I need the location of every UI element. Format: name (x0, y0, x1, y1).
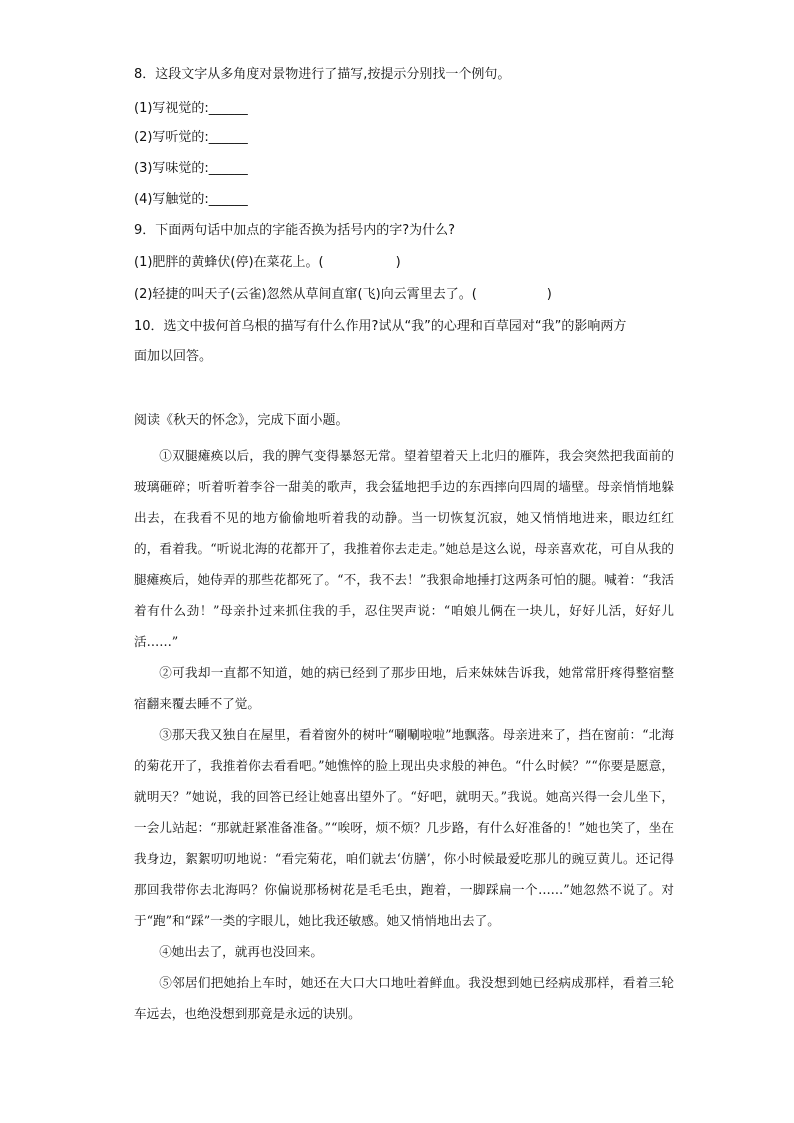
closing-paren: ) (546, 287, 552, 302)
passage-paragraph-3: ③那天我又独自在屋里，看着窗外的树叶“唰唰啦啦”地飘落。母亲进来了，挡在窗前：“北海的菊花开了，我推着你去看看吧。”她憔悴的脸上现出央求般的神色。“什么时候？”“你要是愿意，就明天？”她说，我的回答已经让她喜出望外了。“好吧，就明天。”我说。她高兴得一会儿坐下，一会儿站起：“那就赶紧准备准备。”“唉呀，烦不烦？几步路，有什么好准备的！”她也笑了，坐在我身边，絮絮叨叨地说：“看完菊花，咱们就去‘仿膳’，你小时候最爱吃那儿的豌豆黄儿。还记得那回我带你去北海吗？你偏说那杨树花是毛毛虫，跑着，一脚踩扁一个……”她忽然不说了。对于“跑”和“踩”一类的字眼儿，她比我还敏感。她又悄悄地出去了。 (134, 727, 674, 928)
question-9-item-1 (134, 254, 401, 272)
question-9-item-2 (134, 286, 552, 304)
closing-paren: ) (395, 255, 401, 270)
question-10-line-2: 面加以回答。 (134, 349, 213, 364)
question-9-item-1-text: (1)肥胖的黄蜂伏(停)在菜花上。( (134, 255, 324, 270)
question-8-stem: 8．这段文字从多角度对景物进行了描写,按提示分别找一个例句。 (134, 67, 511, 82)
passage-paragraph-2: ②可我却一直都不知道，她的病已经到了那步田地，后来妹妹告诉我，她常常肝疼得整宿整宿翻来覆去睡不了觉。 (134, 665, 674, 711)
passage-paragraph-1: ①双腿瘫痪以后，我的脾气变得暴怒无常。望着望着天上北归的雁阵，我会突然把我面前的玻璃砸碎；听着听着李谷一甜美的歌声，我会猛地把手边的东西摔向四周的墙壁。母亲悄悄地躲出去，在我看不见的地方偷偷地听着我的动静。当一切恢复沉寂，她又悄悄地进来，眼边红红的，看着我。“听说北海的花都开了，我推着你去走走。”她总是这么说，母亲喜欢花，可自从我的腿瘫痪后，她侍弄的那些花都死了。“不，我不去！”我狠命地捶打这两条可怕的腿。喊着：“我活着有什么劲！”母亲扑过来抓住我的手，忍住哭声说：“咱娘儿俩在一块儿，好好儿活，好好儿活……” (134, 448, 674, 649)
question-8-item-3: (3)写味觉的:______ (134, 161, 248, 176)
question-8-item-2: (2)写听觉的:______ (134, 130, 248, 145)
reading-intro: 阅读《秋天的怀念》，完成下面小题。 (134, 413, 349, 428)
passage-paragraph-4: ④她出去了，就再也没回来。 (159, 944, 323, 959)
question-8-item-1: (1)写视觉的:______ (134, 101, 248, 116)
question-8-item-4: (4)写触觉的:______ (134, 192, 248, 207)
reading-passage (134, 440, 674, 1029)
passage-paragraph-5: ⑤邻居们把她抬上车时，她还在大口大口地吐着鲜血。我没想到她已经病成那样，看着三轮车远去，也绝没想到那竟是永远的诀别。 (134, 975, 674, 1021)
question-10-line-1: 10．选文中拔何首乌根的描写有什么作用?试从“我”的心理和百草园对“我”的影响两方 (134, 319, 627, 334)
question-9-item-2-text: (2)轻捷的叫天子(云雀)忽然从草间直窜(飞)向云霄里去了。( (134, 287, 477, 302)
question-9-stem: 9．下面两句话中加点的字能否换为括号内的字?为什么? (134, 223, 456, 238)
